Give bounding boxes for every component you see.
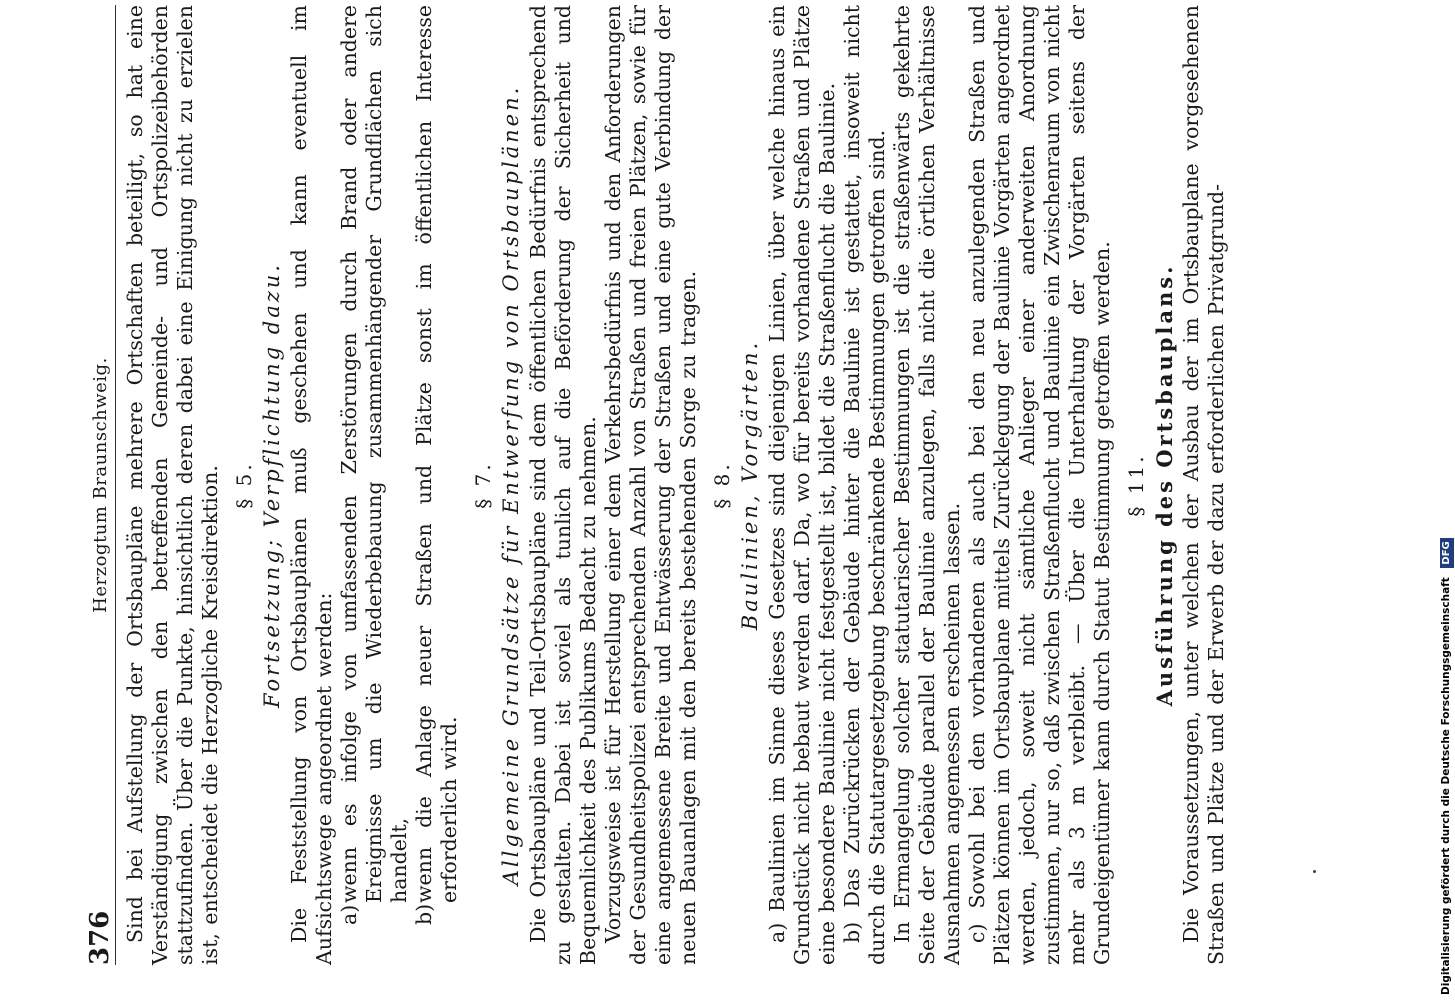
page-body: [123, 5, 1229, 965]
intro-paragraph: Sind bei Aufstellung der Ortsbaupläne mehrere Ortschaften beteiligt, so hat eine Verständigung zwischen den betreffenden Gemeinde- und Ortspolizeibehörden stattzufinden. Über die Punkte, hinsichtlich deren dabei eine Einigung nicht zu erzielen ist, entscheidet die Herzogliche Kreisdirektion.: [123, 5, 222, 965]
section-5-item-a-text: wenn es infolge von umfassenden Zerstörungen durch Brand oder andere Ereignisse um die Wiederbebauung zusammenhängender Grundflächen sich handelt,: [337, 5, 411, 903]
list-marker-a: a): [337, 904, 361, 925]
section-7-title: Allgemeine Grundsätze für Entwerfung von Ortsbauplänen.: [499, 84, 523, 886]
section-8-title: Baulinien, Vorgärten.: [738, 339, 762, 631]
section-5-item-b-text: wenn die Anlage neuer Straßen und Plätze sonst im öffentlichen Interesse erforderlich wird.: [412, 5, 461, 903]
section-5-item-b: [412, 5, 462, 965]
page-header: [85, 5, 116, 965]
section-8-item-b-continued: In Ermangelung solcher statutarischer Bestimmungen ist die straßenwärts gekehrte Seite der Gebäude parallel der Baulinie anzulegen, falls nicht die örtlichen Verhältnisse Ausnahmen angemessen erscheinen lassen.: [890, 5, 964, 965]
section-7-text-1: Die Ortsbaupläne und Teil-Ortsbaupläne sind dem öffentlichen Bedürfnis entsprechend zu gestalten. Dabei ist soviel als tunlich auf die Beförderung der Sicherheit und Bequemlichkeit des Publikums Bedacht zu nehmen.: [526, 5, 600, 965]
print-speck: [1313, 870, 1316, 873]
section-8-item-c: c) Sowohl bei den vorhandenen als auch bei den neu anzulegenden Straßen und Plätzen können im Ortsbauplane mittels Zurücklegung der Baulinie Vorgärten angeordnet werden, jedoch, soweit nicht sämtliche Anlieger einer anderweiten Anordnung zustimmen, nur so, daß zwischen Straßenflucht und Baulinie ein Zwischenraum von nicht mehr als 3 m verbleibt. — Über die Unterhaltung der Vorgärten seitens der Grundeigentümer kann durch Statut Bestimmung getroffen werden.: [965, 5, 1114, 965]
section-11-text: Die Voraussetzungen, unter welchen der Ausbau der im Ortsbauplane vorgesehenen Straßen und Plätze und der Erwerb der dazu erforderlichen Privatgrund-: [1179, 5, 1228, 965]
section-7-text-2: Vorzugsweise ist für Herstellung einer dem Verkehrsbedürfnis und den Anforderungen der Gesundheitspolizei entsprechenden Anzahl von Straßen und freien Plätzen, sowie für eine angemessene Breite und Entwässerung der Straßen und eine gute Verbindung der neuen Bauanlagen mit den bereits bestehenden Sorge zu tragen.: [601, 5, 700, 965]
running-title: Herzogtum Braunschweig.: [90, 357, 111, 613]
section-8-item-a: a) Baulinien im Sinne dieses Gesetzes sind diejenigen Linien, über welche hinaus ein Grundstück nicht bebaut werden darf. Da, wo für bereits vorhandene Straßen und Plätze eine besondere Baulinie nicht festgestellt ist, bildet die Straßenflucht die Baulinie.: [765, 5, 839, 965]
section-5-item-a: [337, 5, 412, 965]
rotated-document-page: [85, 5, 1405, 965]
section-11-number: § 11.: [1124, 453, 1148, 517]
section-8-item-b: b) Das Zurückrücken der Gebäude hinter die Baulinie ist gestattet, insoweit nicht durch die Statutargesetzgebung beschränkende Bestimmungen getroffen sind.: [840, 5, 889, 965]
section-5-number: § 5.: [232, 461, 256, 509]
section-5-title: Fortsetzung; Verpflichtung dazu.: [260, 262, 284, 708]
section-11-title: Ausführung des Ortsbauplans.: [1152, 263, 1177, 707]
dfg-logo: DFG: [1440, 538, 1454, 567]
page-number: 376: [85, 910, 115, 965]
section-5-text: Die Feststellung von Ortsbauplänen muß geschehen und kann eventuell im Aufsichtswege angeordnet werden:: [287, 5, 336, 965]
digitization-credit-text: Digitalisierung gefördert durch die Deutsche Forschungsgemeinschaft: [1440, 577, 1452, 995]
section-8-number: § 8.: [710, 461, 734, 509]
digitization-credit: [1438, 5, 1454, 995]
section-7-number: § 7.: [471, 461, 495, 509]
list-marker-b: b): [412, 903, 436, 925]
